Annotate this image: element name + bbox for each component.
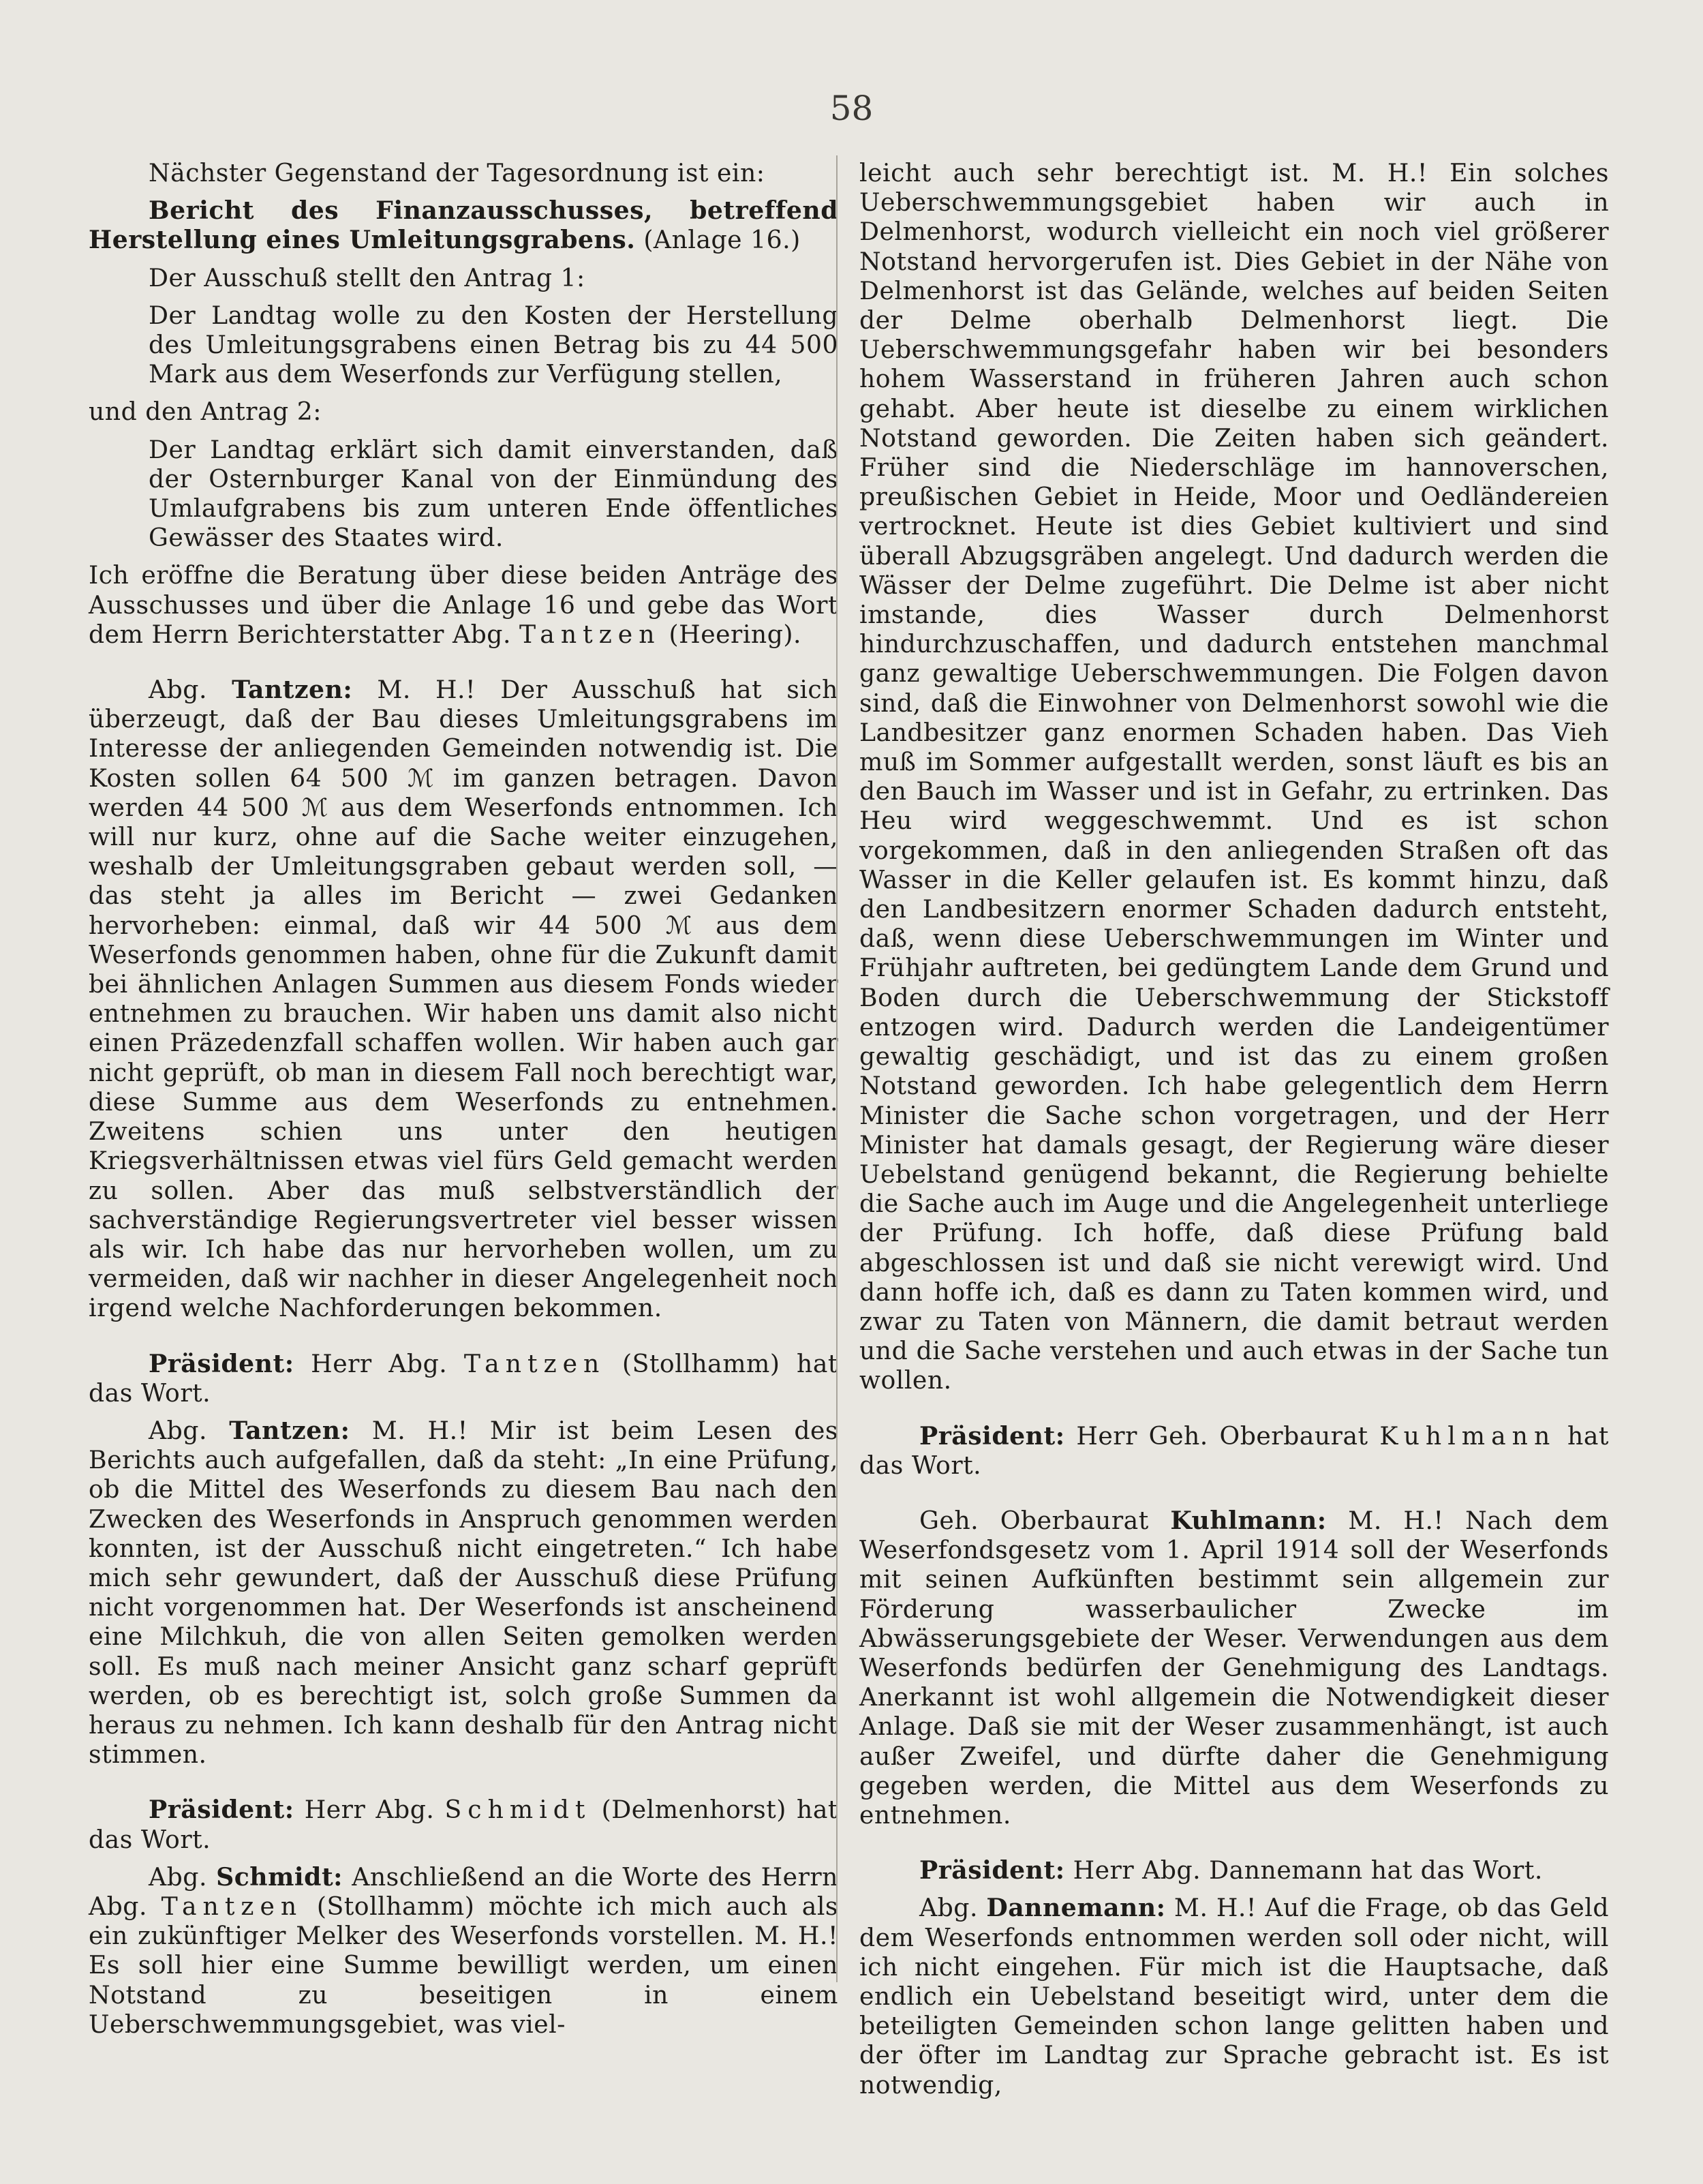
speaker-label: Präsident: [149,1348,294,1378]
speech-kuhlmann: Geh. Oberbaurat Kuhlmann: M. H.! Nach dem Weserfondsgesetz vom 1. April 1914 soll der Weserfonds mit seinen Aufkünften bestimmt sein allgemein zur Förderung wasserbaulicher Zwecke im Abwässerungsgebiete der Weser. Verwendungen aus dem Weserfonds bedürfen der Genehmigung des Landtags. Anerkannt ist wohl allgemein die Notwendigkeit dieser Anlage. Daß sie mit der Weser zusammenhängt, ist auch außer Zweifel, und dürfte daher die Genehmigung gegeben werden, die Mittel aus dem Weserfonds zu entnehmen. [859,1505,1609,1830]
speech-tantzen-stollhamm: Abg. Tantzen: M. H.! Mir ist beim Lesen des Berichts auch aufgefallen, daß da steht: „In eine Prüfung, ob die Mittel des Weserfonds zu diesem Bau nach den Zwecken des Weserfonds in Anspruch genommen werden konnten, ist der Ausschuß nicht eingetreten.“ Ich habe mich sehr gewundert, daß der Ausschuß diese Prüfung nicht vorgenommen hat. Der Weserfonds ist anscheinend eine Milchkuh, die von allen Seiten gemolken werden soll. Es muß nach meiner Ansicht ganz scharf geprüft werden, ob es berechtigt ist, solch große Summen da heraus zu nehmen. Ich kann deshalb für den Antrag nicht stimmen. [89,1415,838,1770]
motion-1-intro: Der Ausschuß stellt den Antrag 1: [149,262,585,292]
speaker-name: Kuhlmann [1379,1421,1556,1451]
opening-of-debate: Ich eröffne die Beratung über diese beiden Anträge des Ausschusses und über die Anlage 16 und gebe das Wort dem Herrn Berichterstatter Abg. Tantzen (Heering). [89,560,838,649]
page-number: 58 [829,89,874,128]
agenda-item-annex: (Anlage 16.) [643,225,801,255]
speaker-label: Dannemann: [986,1893,1166,1923]
speaker-label: Präsident: [149,1795,294,1825]
speech-schmidt: Abg. Schmidt: Anschließend an die Worte des Herrn Abg. Tantzen (Stollhamm) möchte ich mich auch als ein zukünftiger Melker des Weserfonds vorstellen. M. H.! Es soll hier eine Summe bewilligt werden, um einen Notstand zu beseitigen in einem Ueberschwemmungsgebiet, was viel- [89,1862,838,2039]
motion-2-intro: und den Antrag 2: [89,397,322,427]
speaker-name: Schmidt [444,1795,592,1825]
agenda-item-title: Bericht des Finanzausschusses, betreffend Herstellung eines Umleitungsgrabens. [89,196,838,255]
speaker-name: Tantzen [463,1348,606,1378]
speech-dannemann: Abg. Dannemann: M. H.! Auf die Frage, ob das Geld dem Weserfonds entnommen werden soll oder nicht, will ich nicht eingehen. Für mich ist die Hauptsache, daß endlich ein Uebelstand beseitigt wird, unter dem die beteiligten Gemeinden schon lange gelitten haben und der öfter im Landtag zur Sprache gebracht ist. Es ist notwendig, [859,1893,1609,2099]
president-remark-1: Präsident: Herr Abg. Tantzen (Stollhamm) hat das Wort. [89,1348,838,1408]
speaker-label: Tantzen: [232,675,353,705]
president-remark-4: Präsident: Herr Abg. Dannemann hat das Wort. [919,1855,1543,1885]
speech-tantzen-heering: Abg. Tantzen: M. H.! Der Ausschuß hat sich überzeugt, daß der Bau dieses Umleitungsgrabens im Interesse der anliegenden Gemeinden notwendig ist. Die Kosten sollen 64 500 ℳ im ganzen betragen. Davon werden 44 500 ℳ aus dem Weserfonds entnommen. Ich will nur kurz, ohne auf die Sache weiter einzugehen, weshalb der Umleitungsgraben gebaut werden soll, — das steht ja alles im Bericht — zwei Gedanken hervorheben: einmal, daß wir 44 500 ℳ aus dem Weserfonds genommen haben, ohne für die Zukunft damit bei ähnlichen Anlagen Summen aus diesem Fonds wieder entnehmen zu brauchen. Wir haben uns damit also nicht einen Präzedenzfall schaffen wollen. Wir haben auch gar nicht geprüft, ob man in diesem Fall noch berechtigt war, diese Summe aus dem Weserfonds zu entnehmen. Zweitens schien uns unter den heutigen Kriegsverhältnissen etwas viel fürs Geld gemacht werden zu sollen. Aber das muß selbstverständlich der sachverständige Regierungsvertreter viel besser wissen als wir. Ich habe das nur hervorheben wollen, um zu vermeiden, daß wir nachher in dieser Angelegenheit noch irgend welche Nachforderungen bekommen. [89,675,838,1323]
speaker-name: Tantzen [519,619,661,649]
speech-schmidt-continued: leicht auch sehr berechtigt ist. M. H.! Ein solches Ueberschwemmungsgebiet haben wir auch in Delmenhorst, wodurch vielleicht ein noch viel größerer Notstand hervorgerufen ist. Dies Gebiet in der Nähe von Delmenhorst ist das Gelände, welches auf beiden Seiten der Delme oberhalb Delmenhorst liegt. Die Ueberschwemmungsgefahr haben wir bei besonders hohem Wasserstand in früheren Jahren auch schon gehabt. Aber heute ist dieselbe zu einem wirklichen Notstand geworden. Die Zeiten haben sich geändert. Früher sind die Niederschläge im hannoverschen, preußischen Gebiet in Heide, Moor und Oedländereien vertrocknet. Heute ist dies Gebiet kultiviert und sind überall Abzugsgräben angelegt. Und dadurch werden die Wässer der Delme zugeführt. Die Delme ist aber nicht imstande, dies Wasser durch Delmenhorst hindurchzuschaffen, und dadurch entstehen manchmal ganz gewaltige Ueberschwemmungen. Die Folgen davon sind, daß die Einwohner von Delmenhorst sowohl wie die Landbesitzer ganz enormen Schaden haben. Das Vieh muß im Sommer aufgestallt werden, sonst läuft es bis an den Bauch im Wasser und ist in Gefahr, zu ertrinken. Das Heu wird weggeschwemmt. Und es ist schon vorgekommen, daß in den anliegenden Straßen oft das Wasser in die Keller gelaufen ist. Es kommt hinzu, daß den Landbesitzern enormer Schaden dadurch entsteht, daß, wenn diese Ueberschwemmungen im Winter und Frühjahr auftreten, bei gedüngtem Lande dem Grund und Boden durch die Ueberschwemmung der Stickstoff entzogen wird. Dadurch werden die Landeigentümer gewaltig geschädigt, und ist das zu einem großen Notstand geworden. Ich habe gelegentlich dem Herrn Minister die Sache schon vorgetragen, und der Herr Minister hat damals gesagt, der Regierung wäre dieser Uebelstand genügend bekannt, die Regierung behielte die Sache auch im Auge und die Angelegenheit unterliege der Prüfung. Ich hoffe, daß diese Prüfung bald abgeschlossen ist und daß sie nicht verewigt wird. Und dann hoffe ich, daß es dann zu Taten kommen wird, und zwar zu Taten von Männern, die damit betraut werden und die Sache verstehen und auch etwas in der Sache tun wollen. [859,158,1609,1395]
president-remark-2: Präsident: Herr Abg. Schmidt (Delmenhorst) hat das Wort. [89,1795,838,1854]
left-column [89,158,838,2039]
column-divider [836,155,838,1982]
agenda-item [89,196,838,254]
motion-1-text: Der Landtag wolle zu den Kosten der Herstellung des Umleitungsgrabens einen Betrag bis zu 44 500 Mark aus dem Weserfonds zur Verfügung stellen, [149,300,838,389]
speaker-label: Präsident: [919,1855,1065,1885]
right-column [859,158,1609,2099]
speaker-label: Schmidt: [216,1862,343,1892]
speaker-label: Kuhlmann: [1170,1505,1327,1535]
president-remark-3: Präsident: Herr Geh. Oberbaurat Kuhlmann hat das Wort. [859,1421,1609,1480]
speaker-name: Tantzen [161,1891,303,1921]
speaker-label: Tantzen: [229,1415,350,1445]
motion-2-text: Der Landtag erklärt sich damit einverstanden, daß der Osternburger Kanal von der Einmündung des Umlaufgrabens bis zum unteren Ende öffentliches Gewässer des Staates wird. [149,434,838,553]
speaker-label: Präsident: [919,1421,1065,1451]
agenda-intro: Nächster Gegenstand der Tagesordnung ist ein: [149,158,765,187]
